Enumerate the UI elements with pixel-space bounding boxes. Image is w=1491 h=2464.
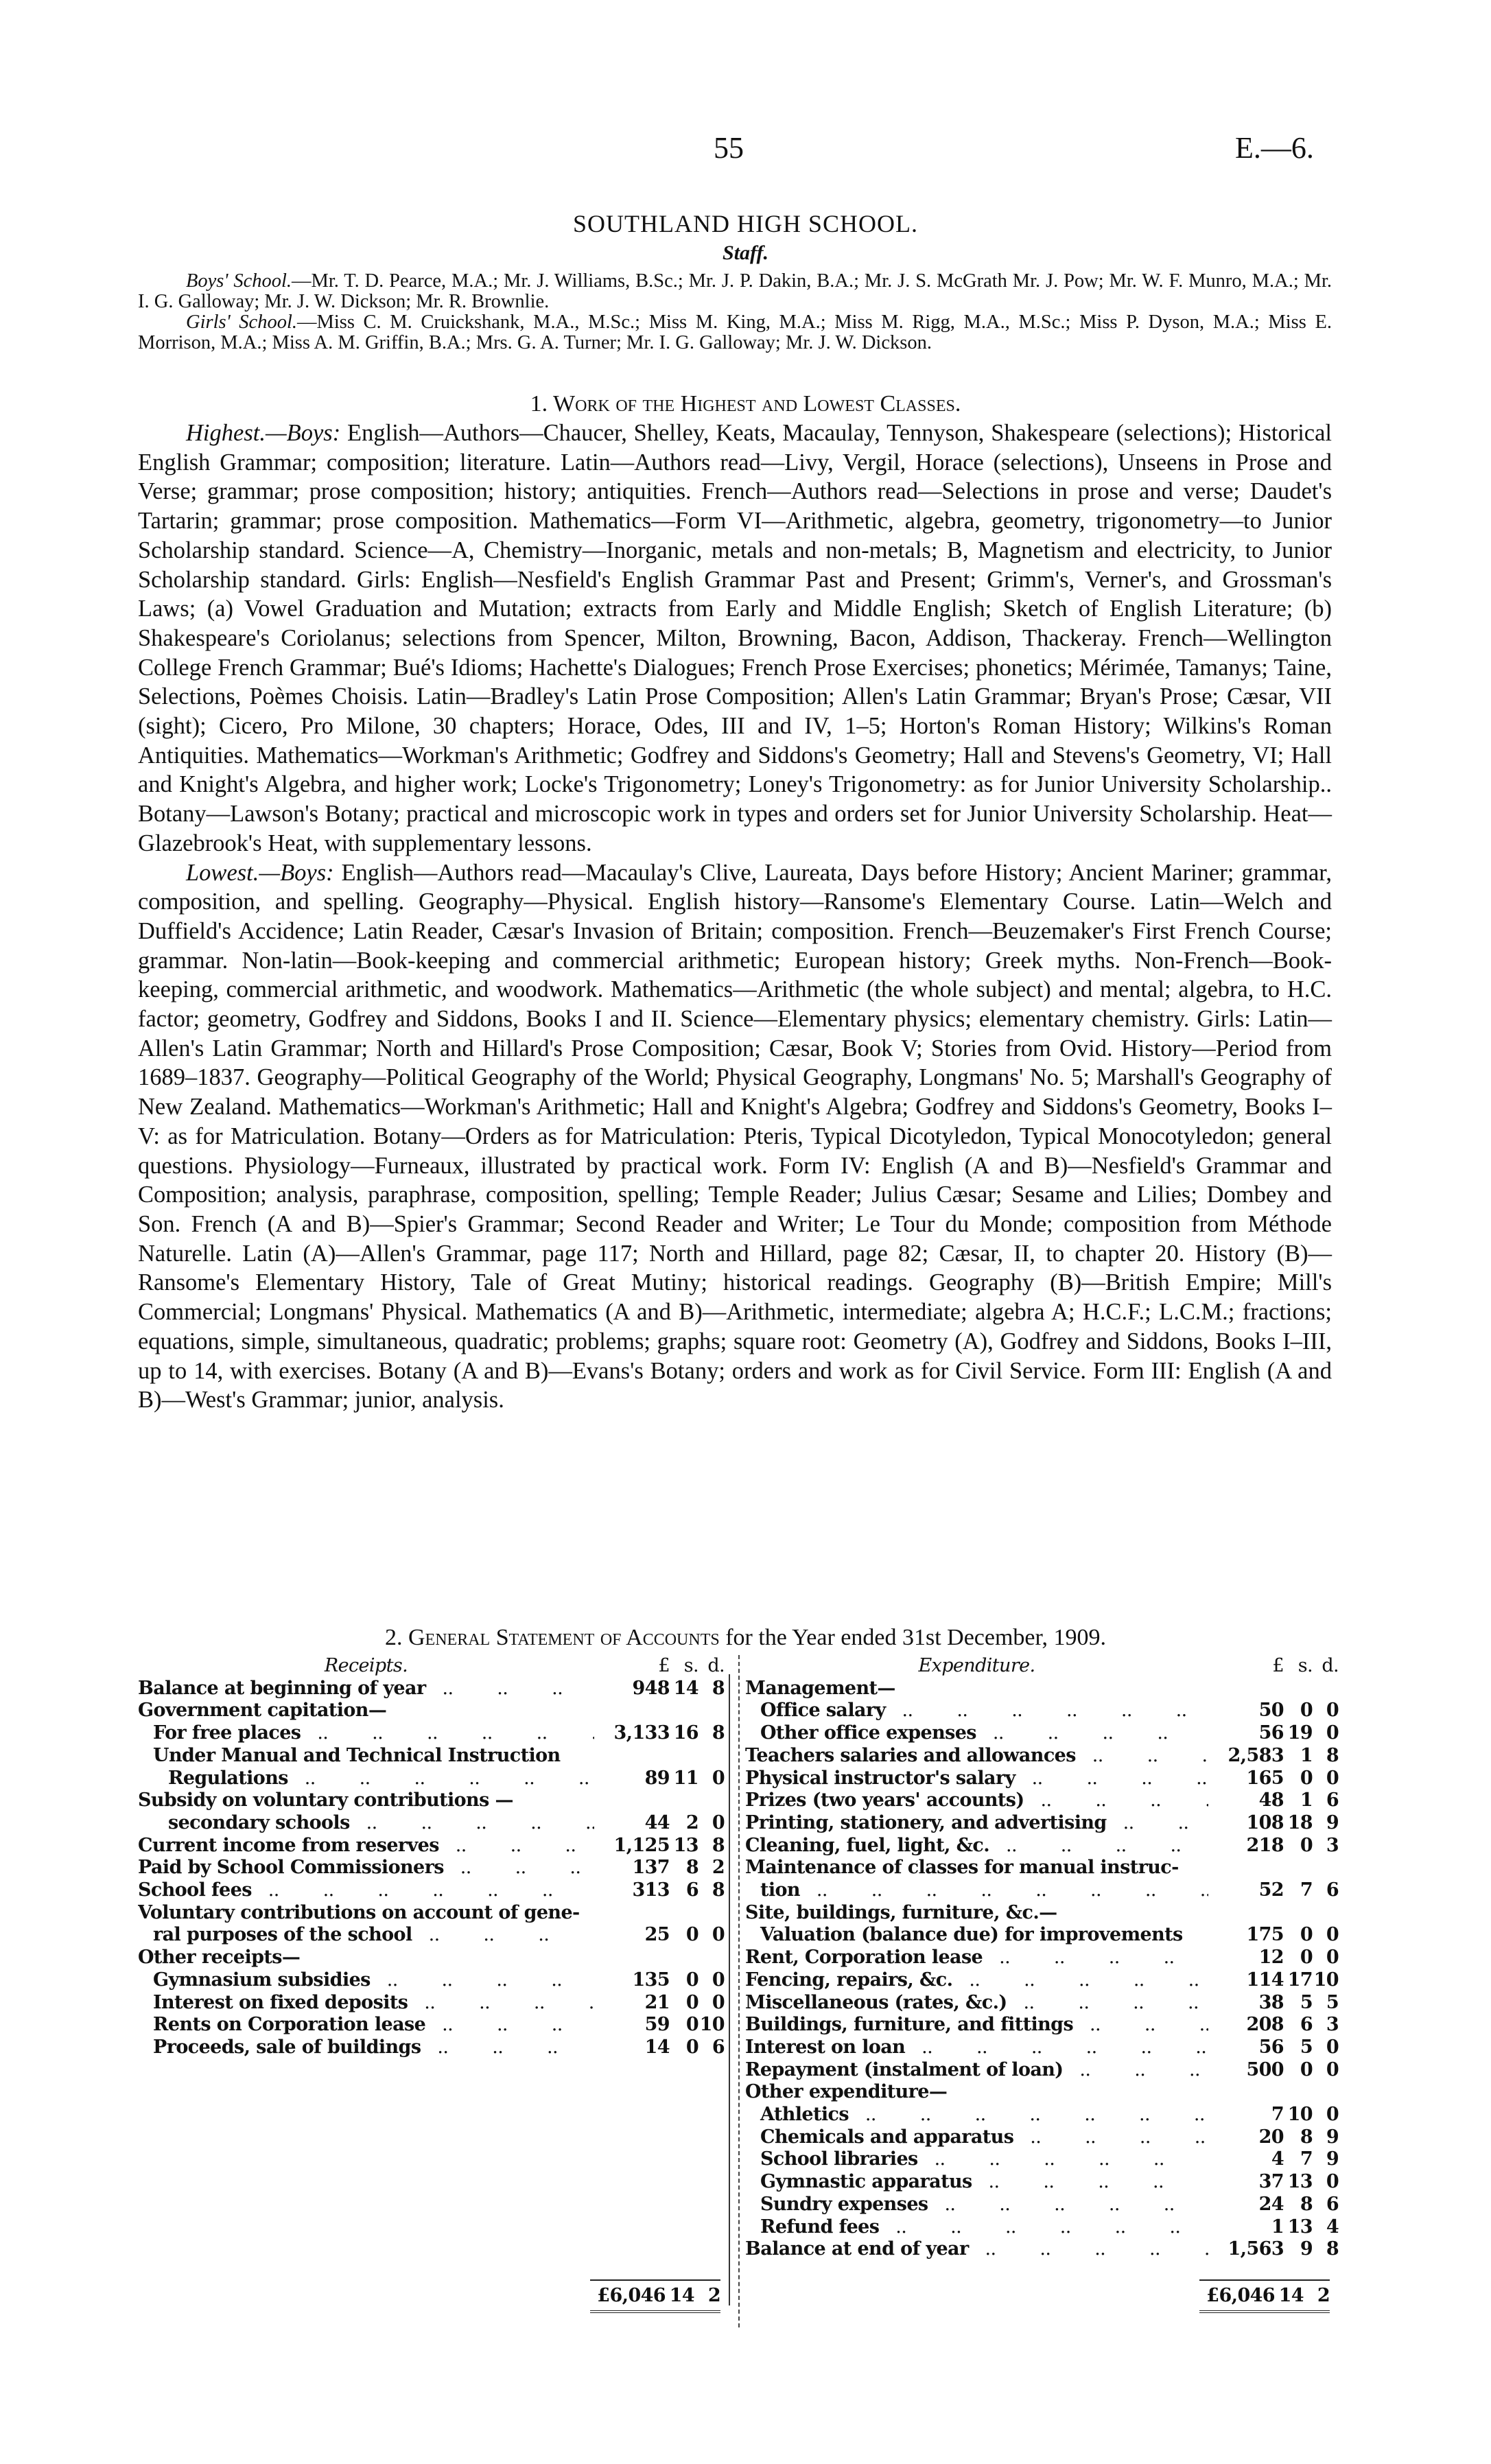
row-shillings: 8 xyxy=(1300,2126,1313,2148)
row-pence: 3 xyxy=(1326,2014,1339,2036)
row-label: Interest on fixed deposits .. xyxy=(138,1992,594,2015)
receipts-rows xyxy=(138,1678,725,2059)
row-pence: 0 xyxy=(712,1969,725,1991)
staff-list xyxy=(138,271,1332,353)
total-pence: 2 xyxy=(1317,2285,1330,2306)
row-shillings: 0 xyxy=(685,1924,698,1946)
table-row xyxy=(745,1768,1339,1790)
highest-paragraph xyxy=(138,419,1332,858)
row-pence: 0 xyxy=(1326,1924,1339,1946)
expenditure-table xyxy=(738,1655,1339,2327)
row-shillings: 8 xyxy=(1300,2193,1313,2215)
row-label: Regulations .. xyxy=(138,1768,594,1790)
row-pence: 0 xyxy=(1326,2104,1339,2126)
table-row xyxy=(745,2037,1339,2059)
document-reference: E.—6. xyxy=(1235,131,1314,165)
row-pounds: 1 xyxy=(1271,2216,1284,2238)
row-pounds: 500 xyxy=(1246,2058,1284,2080)
table-row xyxy=(745,1969,1339,1992)
table-row xyxy=(138,1722,725,1745)
row-label: Printing, stationery, and advertising .. xyxy=(745,1812,1208,1835)
row-shillings: 0 xyxy=(1300,1700,1313,1722)
row-pence: 0 xyxy=(1326,1767,1339,1789)
row-pounds: 208 xyxy=(1246,2014,1284,2036)
table-row xyxy=(138,1835,725,1857)
row-pence: 8 xyxy=(712,1677,725,1699)
row-pence: 6 xyxy=(1326,1879,1339,1901)
receipts-header xyxy=(138,1655,725,1678)
row-shillings: 0 xyxy=(685,1969,698,1991)
row-pounds: 38 xyxy=(1258,1991,1284,2013)
row-label: Proceeds, sale of buildings .. xyxy=(138,2037,594,2059)
row-pence: 0 xyxy=(712,1924,725,1946)
row-shillings: 0 xyxy=(685,2014,698,2036)
row-label: Balance at end of year .. xyxy=(745,2238,1208,2261)
row-shillings: 16 xyxy=(673,1722,698,1744)
row-label: Rents on Corporation lease .. xyxy=(138,2014,594,2037)
row-shillings: 0 xyxy=(685,2036,698,2058)
row-label: Government capitation— xyxy=(138,1700,387,1722)
row-shillings: 6 xyxy=(685,1879,698,1901)
row-label: tion .. xyxy=(745,1879,1208,1902)
section-title-rest: for the Year ended 31st December, 1909. xyxy=(719,1625,1106,1650)
row-pence: 8 xyxy=(712,1834,725,1856)
row-label: For free places .. xyxy=(138,1722,594,1745)
table-row xyxy=(745,1857,1339,1879)
row-pence: 0 xyxy=(1326,1722,1339,1744)
row-shillings: 19 xyxy=(1287,1722,1313,1744)
row-pounds: 135 xyxy=(632,1969,670,1991)
row-pounds: 14 xyxy=(644,2036,670,2058)
row-pence: 6 xyxy=(1326,1790,1339,1811)
table-row xyxy=(138,1924,725,1947)
page-number: 55 xyxy=(714,131,744,165)
row-pence: 0 xyxy=(712,1811,725,1833)
row-pence: 10 xyxy=(1313,1969,1339,1991)
row-label: Buildings, furniture, and fittings .. xyxy=(745,2014,1208,2037)
table-row xyxy=(745,2238,1339,2261)
table-row xyxy=(745,2104,1339,2126)
girls-staff xyxy=(138,312,1332,353)
row-label: Cleaning, fuel, light, &c. .. xyxy=(745,1835,1208,1857)
boys-label: Boys' School. xyxy=(186,270,292,292)
row-pence: 6 xyxy=(712,2036,725,2058)
row-pounds: 25 xyxy=(644,1924,670,1946)
section-1-heading: 1. Work of the Highest and Lowest Classes. xyxy=(530,391,961,416)
total-pounds: £6,046 xyxy=(1206,2285,1275,2306)
total-shillings: 14 xyxy=(1278,2285,1304,2306)
expenditure-header xyxy=(745,1655,1339,1678)
section-title: General Statement of Accounts xyxy=(408,1625,720,1650)
row-pence: 4 xyxy=(1326,2216,1339,2238)
row-pence: 9 xyxy=(1326,2148,1339,2170)
table-row xyxy=(138,1879,725,1902)
row-pounds: 2,583 xyxy=(1228,1744,1284,1766)
row-label: School fees .. xyxy=(138,1879,594,1902)
row-pounds: 59 xyxy=(644,2014,670,2036)
row-pounds: 48 xyxy=(1258,1790,1284,1811)
row-label: secondary schools .. xyxy=(138,1812,594,1835)
row-label: Paid by School Commissioners .. xyxy=(138,1857,594,1879)
row-pence: 0 xyxy=(712,1767,725,1789)
row-pence: 2 xyxy=(712,1857,725,1879)
row-label: Athletics .. xyxy=(745,2104,1208,2126)
table-row xyxy=(745,1790,1339,1812)
row-shillings: 13 xyxy=(1287,2216,1313,2238)
row-shillings: 7 xyxy=(1300,1879,1313,1901)
row-shillings: 11 xyxy=(673,1767,698,1789)
row-shillings: 7 xyxy=(1300,2148,1313,2170)
row-pounds: 1,563 xyxy=(1228,2238,1284,2260)
row-pounds: 37 xyxy=(1258,2171,1284,2193)
row-pounds: 44 xyxy=(644,1811,670,1833)
row-pence: 10 xyxy=(699,2014,725,2036)
table-row xyxy=(745,1722,1339,1745)
table-row xyxy=(745,1812,1339,1835)
row-pence: 9 xyxy=(1326,2126,1339,2148)
table-row xyxy=(138,1790,725,1812)
lowest-label: Lowest.—Boys: xyxy=(186,859,334,886)
row-pence: 5 xyxy=(1326,1991,1339,2013)
table-row xyxy=(138,1812,725,1835)
total-pence: 2 xyxy=(707,2285,720,2306)
row-pounds: 108 xyxy=(1246,1811,1284,1833)
table-row xyxy=(745,2081,1339,2104)
row-pounds: 1,125 xyxy=(613,1834,670,1856)
row-pence: 8 xyxy=(712,1722,725,1744)
lowest-paragraph xyxy=(138,858,1332,1415)
table-row xyxy=(745,2059,1339,2082)
girls-names: —Miss C. M. Cruickshank, M.A., M.Sc.; Miss M. King, M.A.; Miss M. Rigg, M.A., M.Sc.; Miss P. Dyson, M.A.; Miss E. Morrison, M.A.; Miss A. M. Griffin, B.A.; Mrs. G. A. Turner; Mr. I. G. Galloway; Mr. J. W. Dickson. xyxy=(138,312,1332,353)
table-row xyxy=(138,1700,725,1722)
row-label: Rent, Corporation lease .. xyxy=(745,1947,1208,1969)
row-label: Chemicals and apparatus .. xyxy=(745,2126,1208,2149)
row-pounds: 21 xyxy=(644,1991,670,2013)
row-label: Sundry expenses .. xyxy=(745,2194,1208,2216)
row-label: School libraries .. xyxy=(745,2148,1208,2171)
row-shillings: 0 xyxy=(1300,1924,1313,1946)
table-row xyxy=(745,1678,1339,1700)
column-divider xyxy=(729,1674,730,2305)
row-label: Refund fees .. xyxy=(745,2216,1208,2239)
section-1-body xyxy=(138,419,1332,1415)
row-pence: 0 xyxy=(1326,1947,1339,1969)
row-label: Miscellaneous (rates, &c.) .. xyxy=(745,1992,1208,2015)
row-pounds: 52 xyxy=(1258,1879,1284,1901)
row-pounds: 56 xyxy=(1258,2036,1284,2058)
girls-label: Girls' School. xyxy=(186,312,297,333)
row-shillings: 5 xyxy=(1300,1991,1313,2013)
col-pence: d. xyxy=(1322,1655,1339,1676)
row-pounds: 50 xyxy=(1258,1700,1284,1722)
table-row xyxy=(745,1745,1339,1768)
row-label: Physical instructor's salary .. xyxy=(745,1768,1208,1790)
row-label: Repayment (instalment of loan) .. xyxy=(745,2059,1208,2082)
col-shillings: s. xyxy=(1298,1655,1313,1676)
table-row xyxy=(745,2216,1339,2239)
table-row xyxy=(745,2126,1339,2149)
row-shillings: 17 xyxy=(1287,1969,1313,1991)
row-shillings: 0 xyxy=(685,1991,698,2013)
expenditure-total xyxy=(1199,2285,1330,2306)
page-title: SOUTHLAND HIGH SCHOOL. xyxy=(573,210,918,237)
row-shillings: 14 xyxy=(673,1677,698,1699)
col-pounds: £ xyxy=(658,1655,670,1676)
table-row xyxy=(745,1947,1339,1969)
highest-text: English—Authors—Chaucer, Shelley, Keats, Macaulay, Tennyson, Shakespeare (selections); Historical English Grammar; composition; literature. Latin—Authors read—Livy, Vergil, Horace (selections), Unseens in Prose and Verse; grammar; prose composition; history; antiquities. French—Authors read—Selections in prose and verse; Daudet's Tartarin; grammar; prose composition. Mathematics—Form VI—Arithmetic, algebra, geometry, trigonometry—to Junior Scholarship standard. Science—A, Chemistry—Inorganic, metals and non-metals; B, Magnetism and electricity, to Junior Scholarship standard. Girls: English—Nesfield's English Grammar Past and Present; Grimm's, Verner's, and Grossman's Laws; (a) Vowel Graduation and Mutation; extracts from Early and Middle English; Sketch of English Literature; (b) Shakespeare's Coriolanus; selections from Spencer, Milton, Browning, Bacon, Addison, Thackeray. French—Wellington College French Grammar; Bué's Idioms; Hachette's Dialogues; French Prose Exercises; phonetics; Mérimée, Tamanys; Taine, Selections, Poèmes Choisis. Latin—Bradley's Latin Prose Composition; Allen's Latin Grammar; Bryan's Prose; Cæsar, VII (sight); Cicero, Pro Milone, 30 chapters; Horace, Odes, III and IV, 1–5; Horton's Roman History; Wilkins's Roman Antiquities. Mathematics—Workman's Arithmetic; Godfrey and Siddons's Geometry; Hall and Stevens's Geometry, VI; Hall and Knight's Algebra, and higher work; Locke's Trigonometry; Loney's Trigonometry: as for Junior University Scholarship.. Botany—Lawson's Botany; practical and microscopic work in types and orders set for Junior University Scholarship. Heat—Glazebrook's Heat, with supplementary lessons. xyxy=(138,420,1332,856)
row-shillings: 2 xyxy=(685,1811,698,1833)
row-pounds: 165 xyxy=(1246,1767,1284,1789)
row-shillings: 0 xyxy=(1300,1947,1313,1969)
row-label: Teachers salaries and allowances .. xyxy=(745,1745,1208,1768)
col-pence: d. xyxy=(707,1655,725,1676)
table-row xyxy=(745,1924,1339,1947)
row-pounds: 89 xyxy=(644,1767,670,1789)
row-pounds: 20 xyxy=(1258,2126,1284,2148)
row-pence: 6 xyxy=(1326,2193,1339,2215)
row-label: Balance at beginning of year .. xyxy=(138,1678,594,1700)
row-pounds: 4 xyxy=(1271,2148,1284,2170)
row-shillings: 0 xyxy=(1300,1767,1313,1789)
row-pounds: 175 xyxy=(1246,1924,1284,1946)
row-shillings: 0 xyxy=(1300,2058,1313,2080)
row-shillings: 8 xyxy=(685,1857,698,1879)
row-label: Site, buildings, furniture, &c.— xyxy=(745,1901,1057,1923)
table-row xyxy=(138,1902,725,1925)
row-label: Subsidy on voluntary contributions — xyxy=(138,1790,513,1811)
row-pounds: 56 xyxy=(1258,1722,1284,1744)
table-row xyxy=(138,1857,725,1879)
table-row xyxy=(745,2014,1339,2037)
row-pounds: 7 xyxy=(1271,2104,1284,2126)
row-label: Maintenance of classes for manual instruc- xyxy=(745,1857,1179,1879)
row-shillings: 18 xyxy=(1287,1811,1313,1833)
row-label: Voluntary contributions on account of gene- xyxy=(138,1901,580,1923)
row-pounds: 948 xyxy=(632,1677,670,1699)
row-shillings: 6 xyxy=(1300,2014,1313,2036)
expenditure-rows xyxy=(745,1678,1339,2261)
table-row xyxy=(138,2037,725,2059)
row-pence: 0 xyxy=(1326,1700,1339,1722)
section-number: 2. xyxy=(385,1625,408,1650)
table-row xyxy=(745,1700,1339,1722)
row-pounds: 12 xyxy=(1258,1947,1284,1969)
table-row xyxy=(745,1879,1339,1902)
row-shillings: 1 xyxy=(1300,1744,1313,1766)
table-row xyxy=(745,2148,1339,2171)
table-row xyxy=(745,1902,1339,1925)
row-pence: 0 xyxy=(1326,2058,1339,2080)
table-row xyxy=(745,1992,1339,2015)
row-label: Management— xyxy=(745,1677,895,1699)
boys-staff xyxy=(138,271,1332,312)
row-pounds: 218 xyxy=(1246,1834,1284,1856)
row-label: Under Manual and Technical Instruction xyxy=(153,1744,561,1766)
row-pence: 3 xyxy=(1326,1834,1339,1856)
col-shillings: s. xyxy=(683,1655,698,1676)
row-shillings: 0 xyxy=(1300,1834,1313,1856)
row-label: Other expenditure— xyxy=(745,2081,948,2103)
row-pence: 9 xyxy=(1326,1811,1339,1833)
row-shillings: 9 xyxy=(1300,2238,1313,2260)
row-shillings: 1 xyxy=(1300,1790,1313,1811)
table-row xyxy=(138,1969,725,1992)
col-pounds: £ xyxy=(1272,1655,1284,1676)
table-row xyxy=(138,1678,725,1700)
staff-heading: Staff. xyxy=(723,242,768,264)
row-pence: 0 xyxy=(1326,2036,1339,2058)
expenditure-heading: Expenditure. xyxy=(918,1655,1035,1676)
row-label: Prizes (two years' accounts) .. xyxy=(745,1790,1208,1812)
row-pence: 8 xyxy=(1326,2238,1339,2260)
table-row xyxy=(745,2171,1339,2194)
row-label: Valuation (balance due) for improvements xyxy=(760,1924,1183,1946)
table-row xyxy=(745,1835,1339,1857)
row-shillings: 13 xyxy=(673,1834,698,1856)
table-row xyxy=(138,1768,725,1790)
row-pence: 0 xyxy=(712,1991,725,2013)
section-2-heading xyxy=(0,1625,1491,1651)
highest-label: Highest.—Boys: xyxy=(186,420,341,446)
row-label: Fencing, repairs, &c. .. xyxy=(745,1969,1208,1992)
row-pounds: 114 xyxy=(1246,1969,1284,1991)
table-row xyxy=(138,2014,725,2037)
lowest-text: English—Authors read—Macaulay's Clive, Laureata, Days before History; Ancient Mariner; grammar, composition, and spelling. Geography—Physical. English history—Ransome's Elementary Course. Latin—Welch and Duffield's Accidence; Latin Reader, Cæsar's Invasion of Britain; composition. French—Beuzemaker's First French Course; grammar. Non-latin—Book-keeping and commercial arithmetic; European history; Greek myths. Non-French—Book-keeping, commercial arithmetic, and woodwork. Mathematics—Arithmetic (the whole subject) and mental; algebra, to H.C. factor; geometry, Godfrey and Siddons, Books I and II. Science—Elementary physics; elementary chemistry. Girls: Latin—Allen's Latin Grammar; North and Hillard's Prose Composition; Cæsar, Book V; Stories from Ovid. History—Period from 1689–1837. Geography—Political Geography of the World; Physical Geography, Longmans' No. 5; Marshall's Geography of New Zealand. Mathematics—Workman's Arithmetic; Hall and Knight's Algebra; Godfrey and Siddons's Geometry, Books I–V: as for Matriculation. Botany—Orders as for Matriculation: Pteris, Typical Dicotyledon, Typical Monocotyledon; general questions. Physiology—Furneaux, illustrated by practical work. Form IV: English (A and B)—Nesfield's Grammar and Composition; analysis, paraphrase, composition, spelling; Temple Reader; Julius Cæsar; Sesame and Lilies; Dombey and Son. French (A and B)—Spier's Grammar; Second Reader and Writer; Le Tour du Monde; composition from Méthode Naturelle. Latin (A)—Allen's Grammar, page 117; North and Hillard, page 82; Cæsar, II, to chapter 20. History (B)—Ransome's Elementary History, Tale of Great Mutiny; historical readings. Geography (B)—British Empire; Mill's Commercial; Longmans' Physical. Mathematics (A and B)—Arithmetic, intermediate; algebra A; H.C.F.; L.C.M.; fractions; equations, simple, simultaneous, quadratic; problems; graphs; square root: Geometry (A), Godfrey and Siddons, Books I–III, up to 14, with exercises. Botany (A and B)—Evans's Botany; orders and work as for Civil Service. Form III: English (A and B)—West's Grammar; junior, analysis. xyxy=(138,859,1332,1413)
row-pounds: 137 xyxy=(632,1857,670,1879)
table-row xyxy=(745,2194,1339,2216)
receipts-table xyxy=(138,1655,725,2059)
row-label: Other receipts— xyxy=(138,1947,301,1969)
table-row xyxy=(138,1745,725,1768)
row-shillings: 10 xyxy=(1287,2104,1313,2126)
row-label: Interest on loan .. xyxy=(745,2037,1208,2059)
table-row xyxy=(138,1947,725,1969)
total-shillings: 14 xyxy=(669,2285,694,2306)
total-pounds: £6,046 xyxy=(597,2285,666,2306)
row-label: ral purposes of the school .. xyxy=(138,1924,594,1947)
row-pence: 8 xyxy=(1326,1744,1339,1766)
boys-names: —Mr. T. D. Pearce, M.A.; Mr. J. Williams, B.Sc.; Mr. J. P. Dakin, B.A.; Mr. J. S. McGrath Mr. J. Pow; Mr. W. F. Munro, M.A.; Mr. I. G. Galloway; Mr. J. W. Dickson; Mr. R. Brownlie. xyxy=(138,270,1332,312)
row-pounds: 3,133 xyxy=(613,1722,670,1744)
table-row xyxy=(138,1992,725,2015)
row-label: Current income from reserves .. xyxy=(138,1835,594,1857)
row-pence: 0 xyxy=(1326,2171,1339,2193)
receipts-total xyxy=(590,2285,720,2306)
row-label: Gymnasium subsidies .. xyxy=(138,1969,594,1992)
row-label: Other office expenses .. xyxy=(745,1722,1208,1745)
row-pounds: 313 xyxy=(632,1879,670,1901)
row-pounds: 24 xyxy=(1258,2193,1284,2215)
receipts-heading: Receipts. xyxy=(324,1655,408,1676)
row-shillings: 13 xyxy=(1287,2171,1313,2193)
row-shillings: 5 xyxy=(1300,2036,1313,2058)
row-label: Office salary .. xyxy=(745,1700,1208,1722)
row-pence: 8 xyxy=(712,1879,725,1901)
row-label: Gymnastic apparatus .. xyxy=(745,2171,1208,2194)
